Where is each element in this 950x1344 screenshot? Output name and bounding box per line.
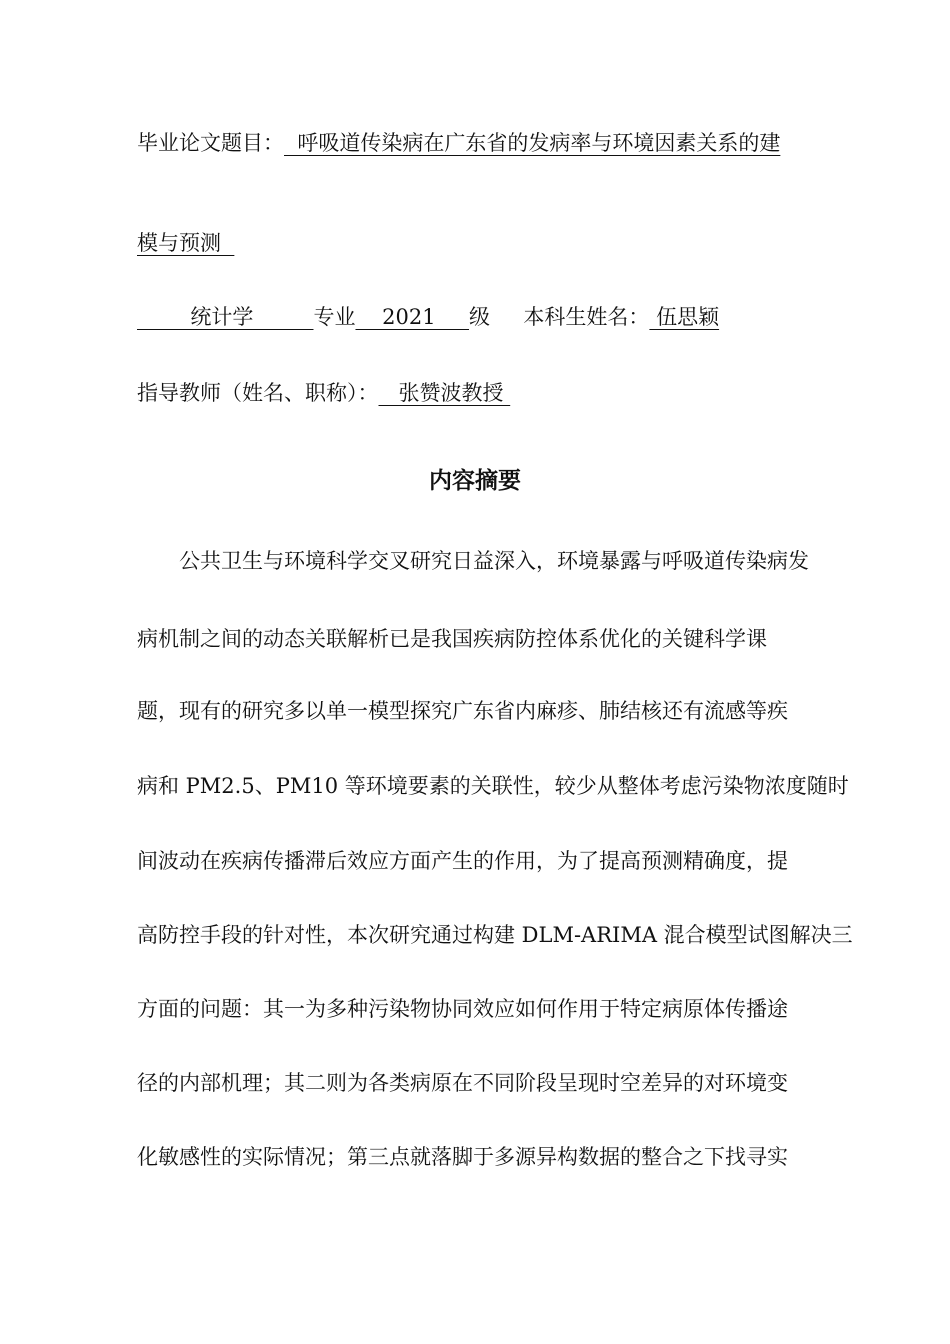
advisor-row	[137, 379, 510, 407]
grade-label: 级	[469, 305, 491, 329]
abstract-line: 题，现有的研究多以单一模型探究广东省内麻疹、肺结核还有流感等疾	[137, 699, 788, 723]
major-label: 专业	[313, 305, 356, 329]
thesis-title-continued-row	[137, 229, 234, 257]
student-name-value: 伍思颖	[649, 305, 720, 329]
thesis-title-value-continued: 模与预测	[137, 231, 235, 255]
thesis-title-value: 呼吸道传染病在广东省的发病率与环境因素关系的建	[284, 131, 781, 155]
major-grade-student-row	[137, 303, 719, 331]
advisor-label: 指导教师（姓名、职称）：	[137, 381, 379, 405]
thesis-title-row	[137, 129, 780, 157]
abstract-heading: 内容摘要	[429, 468, 521, 494]
major-value: 统计学	[137, 305, 314, 329]
student-name-label: 本科生姓名：	[523, 305, 650, 329]
thesis-title-label: 毕业论文题目：	[137, 131, 284, 155]
abstract-line: 径的内部机理；其二则为各类病原在不同阶段呈现时空差异的对环境变	[137, 1071, 788, 1095]
grade-value: 2021	[355, 305, 470, 329]
advisor-value: 张赞波教授	[378, 381, 511, 405]
abstract-line: 方面的问题：其一为多种污染物协同效应如何作用于特定病原体传播途	[137, 997, 788, 1021]
abstract-line: 公共卫生与环境科学交叉研究日益深入，环境暴露与呼吸道传染病发	[137, 549, 809, 573]
abstract-line: 病和 PM2.5、PM10 等环境要素的关联性，较少从整体考虑污染物浓度随时	[137, 774, 849, 798]
abstract-line: 病机制之间的动态关联解析已是我国疾病防控体系优化的关键科学课	[137, 627, 767, 651]
abstract-line: 化敏感性的实际情况；第三点就落脚于多源异构数据的整合之下找寻实	[137, 1145, 788, 1169]
abstract-line: 高防控手段的针对性，本次研究通过构建 DLM-ARIMA 混合模型试图解决三	[137, 923, 853, 947]
abstract-line: 间波动在疾病传播滞后效应方面产生的作用，为了提高预测精确度，提	[137, 849, 788, 873]
